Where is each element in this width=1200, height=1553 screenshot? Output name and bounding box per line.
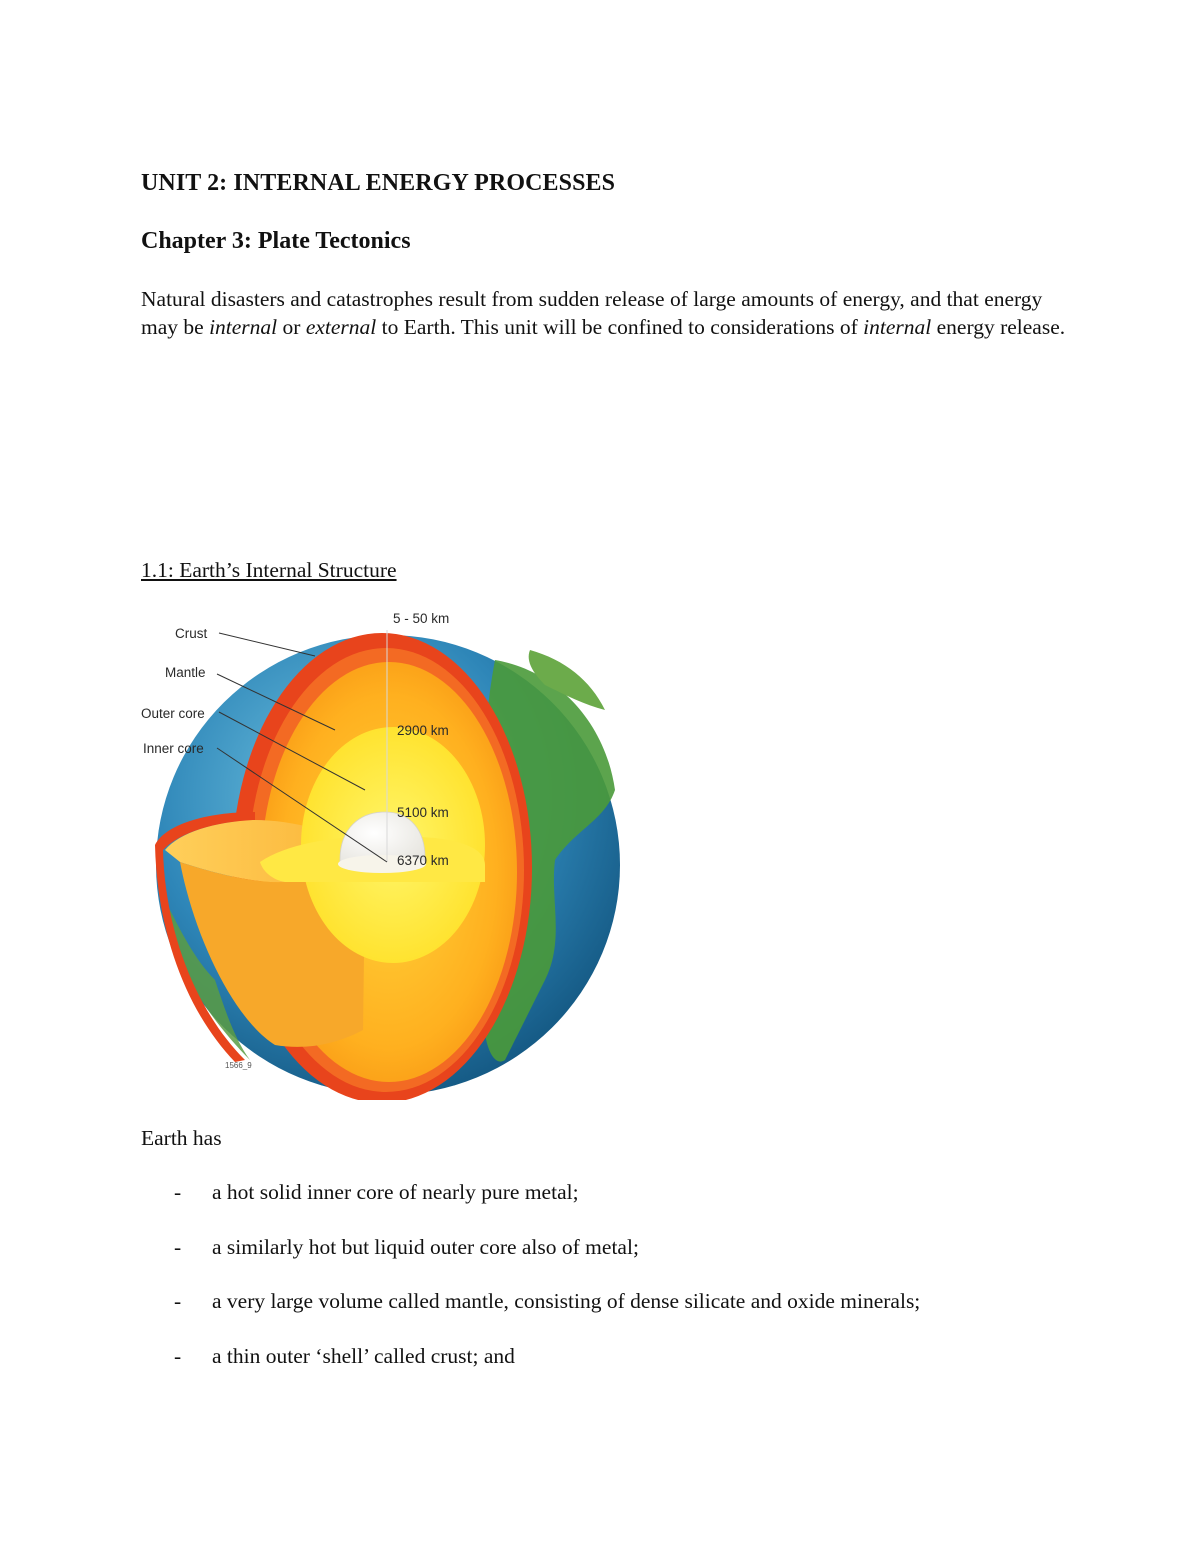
intro-text-part-4: energy release. <box>931 314 1066 339</box>
intro-emphasis-internal-2: internal <box>863 314 932 339</box>
depth-label-mantle: 2900 km <box>397 723 449 738</box>
unit-title: UNIT 2: INTERNAL ENERGY PROCESSES <box>141 170 616 196</box>
list-dash: - <box>174 1289 182 1313</box>
list-dash: - <box>174 1180 182 1204</box>
list-item <box>141 1235 920 1290</box>
depth-label-center: 6370 km <box>397 853 449 868</box>
list-item-text: a very large volume called mantle, consisting of dense silicate and oxide minerals; <box>212 1289 921 1313</box>
depth-label-crust: 5 - 50 km <box>393 611 450 626</box>
crust-leader-line <box>219 633 315 656</box>
intro-paragraph <box>141 286 1081 341</box>
list-dash: - <box>174 1343 182 1368</box>
earth-has-text: Earth has <box>141 1126 222 1150</box>
intro-emphasis-external: external <box>305 314 377 339</box>
label-crust: Crust <box>175 626 208 641</box>
list-item-text: a similarly hot but liquid outer core also of metal; <box>212 1234 639 1259</box>
figure-credit: 1566_9 <box>225 1061 252 1070</box>
depth-label-outer-core: 5100 km <box>397 805 449 820</box>
chapter-title: Chapter 3: Plate Tectonics <box>141 228 411 254</box>
label-inner-core: Inner core <box>143 741 204 756</box>
intro-emphasis-internal: internal <box>209 314 278 339</box>
earth-layers-list <box>141 1180 920 1398</box>
list-dash: - <box>174 1234 182 1259</box>
intro-text-part-2: or <box>277 314 306 339</box>
list-item-text: a thin outer ‘shell’ called crust; and <box>212 1343 515 1368</box>
list-item <box>141 1180 920 1235</box>
label-outer-core: Outer core <box>141 706 205 721</box>
earth-structure-figure <box>135 600 635 1100</box>
list-item-text: a hot solid inner core of nearly pure metal; <box>212 1180 579 1204</box>
earth-cutaway-diagram <box>135 600 635 1100</box>
list-item <box>141 1344 920 1399</box>
intro-text-part-3: to Earth. This unit will be confined to considerations of <box>376 314 864 339</box>
intro-text-part-1: Natural disasters and catastrophes result from sudden release of large amounts of energy, and that energy may be <box>141 287 1043 339</box>
list-item <box>141 1289 920 1344</box>
section-heading: 1.1: Earth’s Internal Structure <box>141 558 397 582</box>
label-mantle: Mantle <box>165 665 206 680</box>
